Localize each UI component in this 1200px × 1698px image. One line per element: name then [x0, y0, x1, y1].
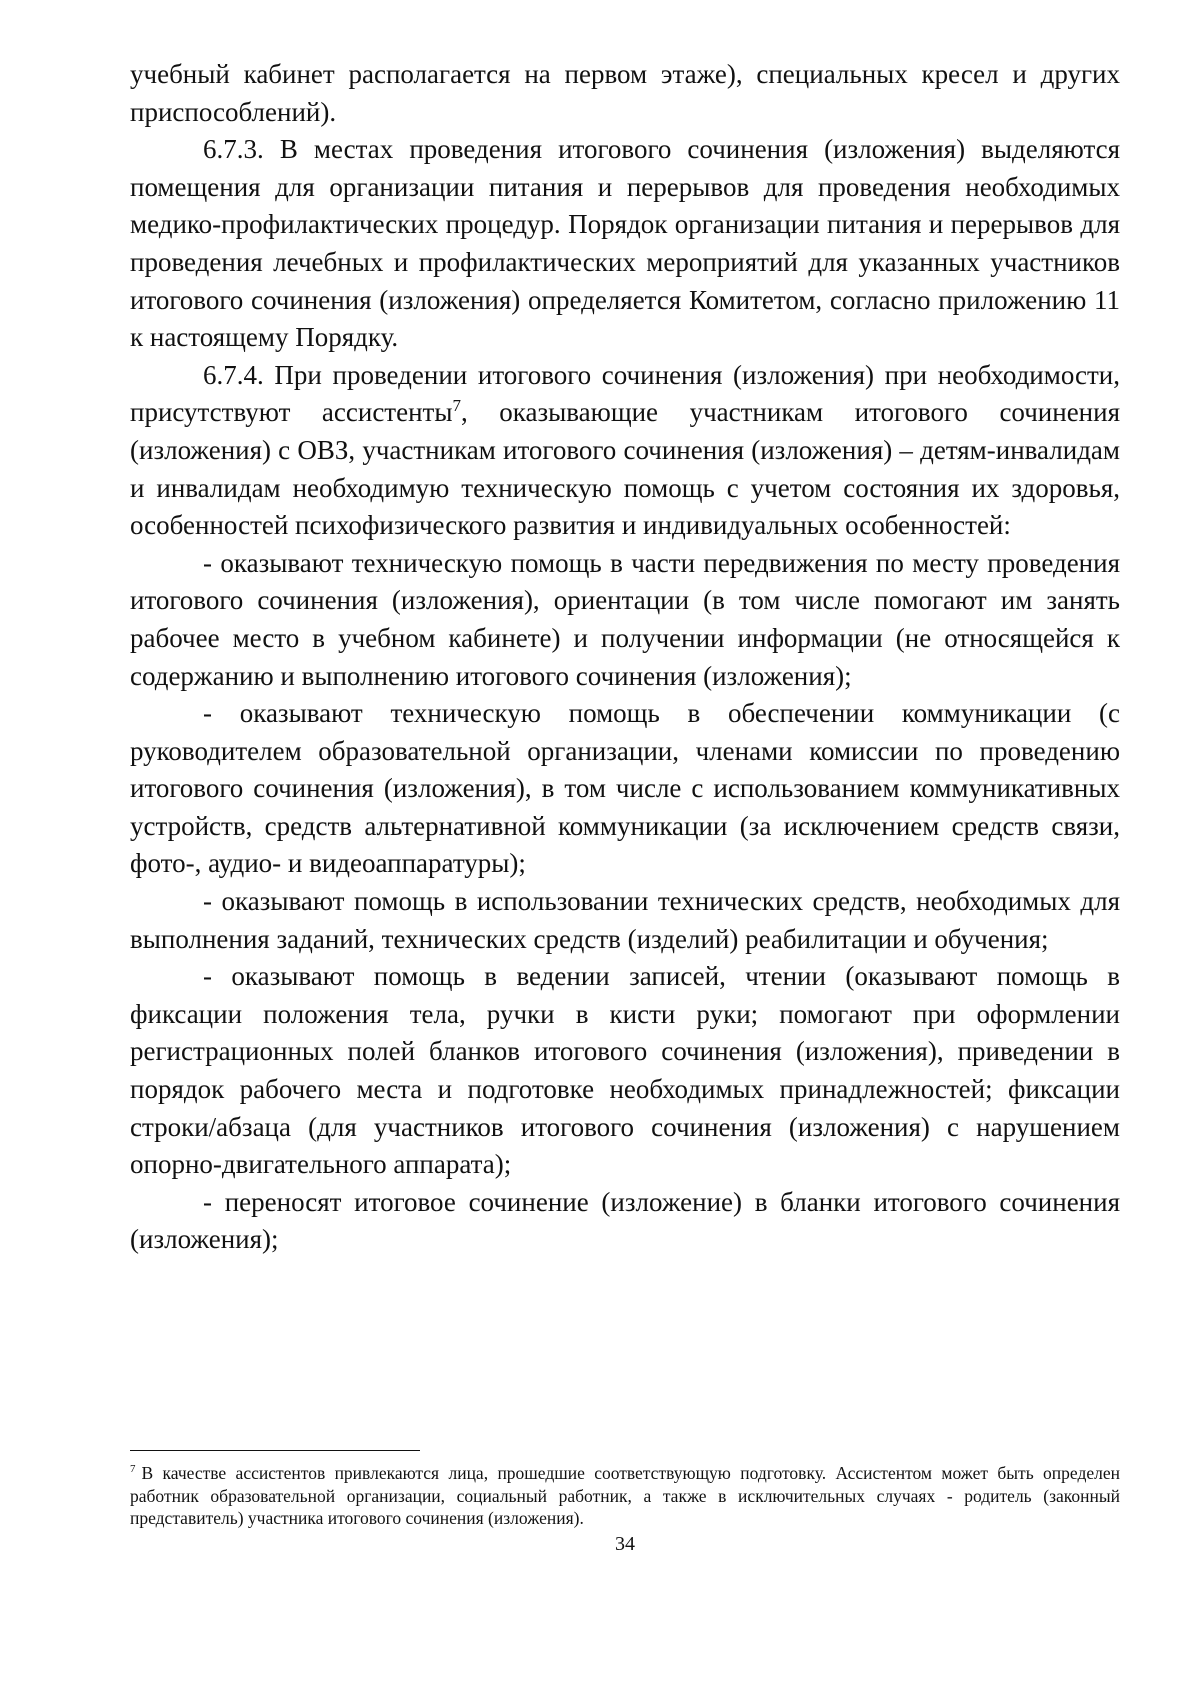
list-item-communication-help: - оказывают техническую помощь в обеспечении коммуникации (с руководителем образовательной организации, членами комиссии по проведению итогового сочинения (изложения), в том числе с использованием коммуникативных устройств, средств альтернативной коммуникации (за исключением средств связи, фото-, аудио- и видеоаппаратуры);: [130, 698, 1120, 879]
footnote-reference[interactable]: 7: [452, 396, 461, 416]
footnote-marker: 7: [130, 1463, 136, 1476]
paragraph-6-7-4: [130, 357, 1120, 545]
list-item-writing-reading-help: - оказывают помощь в ведении записей, чтении (оказывают помощь в фиксации положения тела, ручки в кисти руки; помогают при оформлении регистрационных полей бланков итогового сочинения (изложения), приведении в порядок рабочего места и подготовке необходимых принадлежностей; фиксации строки/абзаца (для участников итогового сочинения (изложения) с нарушением опорно-двигательного аппарата);: [130, 961, 1120, 1180]
page-number: 34: [615, 1533, 635, 1555]
paragraph-6-7-3: 6.7.3. В местах проведения итогового сочинения (изложения) выделяются помещения для организации питания и перерывов для проведения необходимых медико-профилактических процедур. Порядок организации питания и перерывов для проведения лечебных и профилактических мероприятий для указанных участников итогового сочинения (изложения) определяется Комитетом, согласно приложению 11 к настоящему Порядку.: [130, 134, 1120, 353]
paragraph-6-7-4-start: 6.7.4. При проведении итогового сочинения (изложения) при необходимости, присутствуют ассистенты: [130, 359, 1120, 428]
list-item-movement-help: - оказывают техническую помощь в части передвижения по месту проведения итогового сочинения (изложения), ориентации (в том числе помогают им занять рабочее место в учебном кабинете) и получении информации (не относящейся к содержанию и выполнению итогового сочинения (изложения);: [130, 547, 1120, 691]
footnote-separator: [130, 1450, 420, 1451]
footnote: [130, 1462, 1120, 1530]
paragraph-6-7-4-end: , оказывающие участникам итогового сочинения (изложения) с ОВЗ, участникам итогового сочинения (изложения) – детям-инвалидам и инвалидам необходимую техническую помощь с учетом состояния их здоровья, особенностей психофизического развития и индивидуальных особенностей:: [130, 397, 1121, 541]
main-text: [130, 56, 1120, 1259]
list-item-technical-means-help: - оказывают помощь в использовании технических средств, необходимых для выполнения заданий, технических средств (изделий) реабилитации и обучения;: [130, 886, 1120, 954]
list-item-transfer-to-forms: - переносят итоговое сочинение (изложение) в бланки итогового сочинения (изложения);: [130, 1186, 1120, 1255]
paragraph-continuation: учебный кабинет располагается на первом этаже), специальных кресел и других приспособлений).: [130, 59, 1120, 127]
footnote-text: В качестве ассистентов привлекаются лица, прошедшие соответствующую подготовку. Ассистентом может быть определен работник образовательной организации, социальный работник, а также в исключительных случаях - родитель (законный представитель) участника итогового сочинения (изложения).: [130, 1463, 1120, 1528]
